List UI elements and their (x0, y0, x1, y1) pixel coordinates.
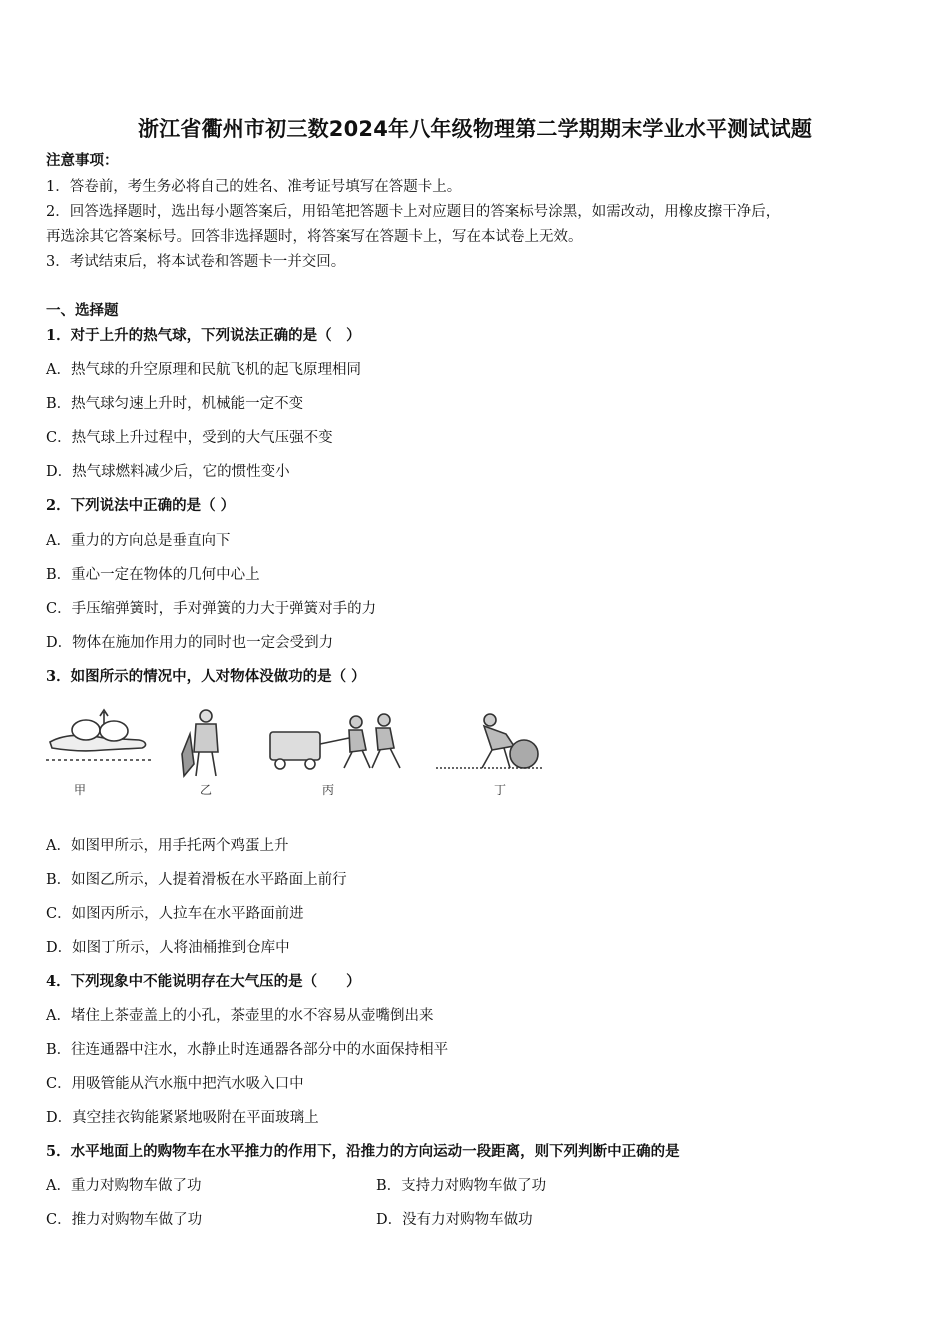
option: A．如图甲所示，用手托两个鸡蛋上升 (46, 838, 289, 854)
option: A．堵住上茶壶盖上的小孔，茶壶里的水不容易从壶嘴倒出来 (46, 1008, 434, 1024)
option: A．热气球的升空原理和民航飞机的起飞原理相同 (46, 362, 361, 378)
option: D．如图丁所示，人将油桶推到仓库中 (46, 940, 290, 956)
figure-label-ding: 丁 (494, 783, 507, 797)
notice-heading: 注意事项： (46, 152, 119, 169)
notice-item: 再选涂其它答案标号。回答非选择题时，将答案写在答题卡上，写在本试卷上无效。 (46, 229, 583, 245)
option: D．没有力对购物车做功 (376, 1212, 533, 1228)
option: C．热气球上升过程中，受到的大气压强不变 (46, 430, 333, 446)
section-heading: 一、选择题 (46, 302, 119, 319)
option: D．真空挂衣钩能紧紧地吸附在平面玻璃上 (46, 1110, 319, 1126)
figure-jia-hand-eggs (46, 710, 152, 760)
figure-label-jia: 甲 (74, 783, 87, 797)
option: B．热气球匀速上升时，机械能一定不变 (46, 396, 304, 412)
notice-item: 1．答卷前，考生务必将自己的姓名、准考证号填写在答题卡上。 (46, 179, 462, 195)
option: D．物体在施加作用力的同时也一定会受到力 (46, 635, 334, 651)
notice-item: 3．考试结束后，将本试卷和答题卡一并交回。 (46, 254, 346, 270)
question-stem: 1．对于上升的热气球，下列说法正确的是（ ） (46, 327, 361, 344)
option: B．重心一定在物体的几何中心上 (46, 567, 260, 583)
option: C．用吸管能从汽水瓶中把汽水吸入口中 (46, 1076, 304, 1092)
option: C．如图丙所示，人拉车在水平路面前进 (46, 906, 304, 922)
figure-bing-pulling-cart (270, 714, 400, 769)
option: A．重力对购物车做了功 (46, 1178, 202, 1194)
option: B．如图乙所示，人提着滑板在水平路面上前行 (46, 872, 347, 888)
option: D．热气球燃料减少后，它的惯性变小 (46, 464, 290, 480)
figure-label-bing: 丙 (322, 783, 335, 797)
notice-item: 2．回答选择题时，选出每小题答案后，用铅笔把答题卡上对应题目的答案标号涂黑，如需改动，用橡皮擦干净后， (46, 204, 781, 220)
question-stem: 5．水平地面上的购物车在水平推力的作用下，沿推力的方向运动一段距离，则下列判断中正确的是 (46, 1143, 680, 1160)
figure-ding-pushing-barrel (436, 714, 544, 768)
question-stem: 4．下列现象中不能说明存在大气压的是（ ） (46, 973, 361, 990)
figure-label-yi: 乙 (200, 783, 213, 797)
option: C．推力对购物车做了功 (46, 1212, 203, 1228)
question-stem: 3．如图所示的情况中，人对物体没做功的是（ ） (46, 668, 366, 685)
option: B．往连通器中注水，水静止时连通器各部分中的水面保持相平 (46, 1042, 449, 1058)
figure-yi-person-skateboard (182, 710, 218, 776)
page-title: 浙江省衢州市初三数2024年八年级物理第二学期期末学业水平测试试题 (137, 117, 813, 141)
option: C．手压缩弹簧时，手对弹簧的力大于弹簧对手的力 (46, 601, 377, 617)
option: B．支持力对购物车做了功 (376, 1178, 547, 1194)
question-stem: 2．下列说法中正确的是（ ） (46, 497, 236, 514)
question-3-figure (44, 704, 554, 804)
option: A．重力的方向总是垂直向下 (46, 533, 231, 549)
